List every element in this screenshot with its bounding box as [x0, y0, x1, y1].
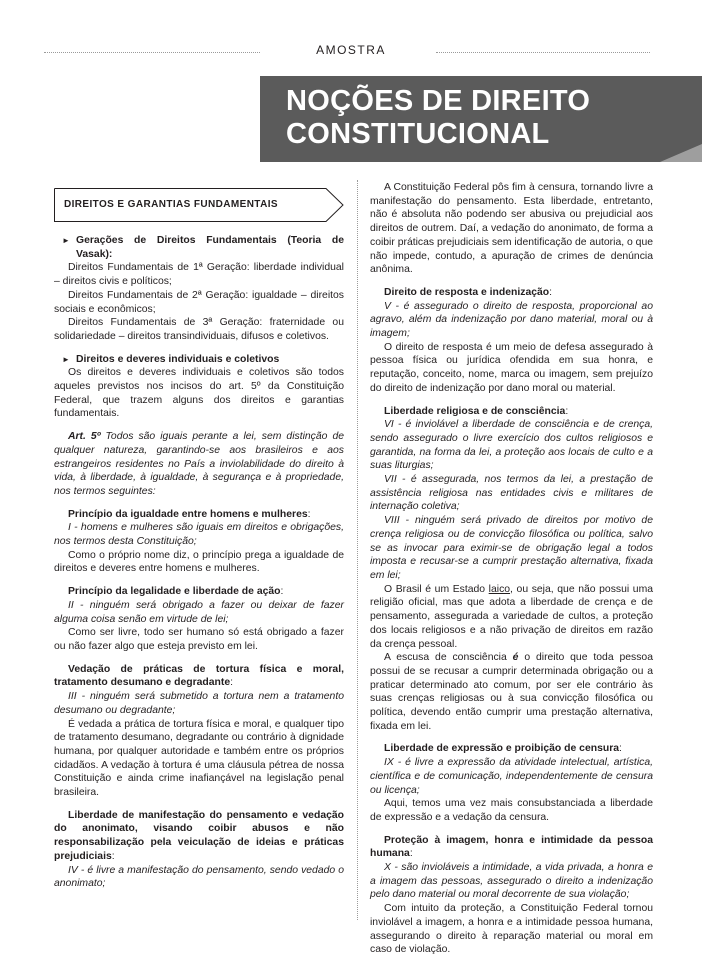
principle-title: Vedação de práticas de tortura física e moral, tratamento desumano e degradante:	[54, 663, 344, 689]
paragraph: É vedada a prática de tortura física e moral, e qualquer tipo de tratamento desumano, degradante ou contrário à dignidade humana, por qualquer autoridade e também entre os próprios cidadãos. A vedação à tortura é uma cláusula pétrea de nossa Constituição e ainda crime inafiançável na legislação penal brasileira.	[54, 718, 344, 799]
law-quote: II - ninguém será obrigado a fazer ou deixar de fazer alguma coisa senão em virtude de lei;	[54, 599, 344, 625]
header-label: AMOSTRA	[316, 43, 386, 57]
principle-title: Direito de resposta e indenização:	[384, 286, 553, 298]
law-quote: III - ninguém será submetido a tortura nem a tratamento desumano ou degradante;	[54, 691, 344, 716]
paragraph: Como o próprio nome diz, o princípio prega a igualdade de direitos e deveres entre homens e mulheres.	[54, 549, 344, 575]
section-heading-box	[54, 188, 342, 222]
principle-title: Proteção à imagem, honra e intimidade da pessoa humana:	[370, 834, 653, 860]
law-quote: I - homens e mulheres são iguais em direitos e obrigações, nos termos desta Constituição;	[54, 522, 344, 548]
law-quote: VI - é inviolável a liberdade de consciência e de crença, sendo assegurado o livre exercício dos cultos religiosos e garantida, na forma da lei, a proteção aos locais de culto e a suas liturgias;	[370, 419, 653, 472]
paragraph: Direitos Fundamentais de 1ª Geração: liberdade individual – direitos civis e políticos;	[54, 262, 344, 288]
right-column	[370, 181, 653, 957]
subsection-title-rights: ► Direitos e deveres individuais e coletivos	[62, 353, 280, 365]
bullet-triangle-icon: ►	[62, 354, 70, 364]
section-heading: DIREITOS E GARANTIAS FUNDAMENTAIS	[64, 199, 278, 210]
paragraph: A Constituição Federal pôs fim à censura, tornando livre a manifestação do pensamento. Esta liberdade, entretanto, não é absoluta não podendo ser abusiva ou prejudicial aos direitos de outrem. Daí, a vedação do anonimato, de forma a coibir práticas prejudiciais sem identificação de autoria, o que não impede, contudo, a apuração de crimes de denúncia anônima.	[370, 182, 654, 276]
paragraph: O Brasil é um Estado laico, ou seja, que não possui uma religião oficial, mas que adota a liberdade de crença e de pensamento, assegurada a variedade de cultos, a proteção dos locais religiosos e a não privação de direitos em razão da crença pessoal.	[370, 583, 654, 650]
principle-title: Princípio da legalidade e liberdade de ação:	[68, 586, 284, 598]
law-quote: VIII - ninguém será privado de direitos por motivo de crença religiosa ou de convicção filosófica ou política, salvo se as invocar para eximir-se de obrigação legal a todos imposta e recusar-se a cumprir prestação alternativa, fixada em lei;	[370, 515, 653, 581]
principle-title: Liberdade de manifestação do pensamento e vedação do anonimato, visando coibir abusos e não responsabilização pela veiculação de ideias e práticas prejudiciais:	[54, 809, 344, 862]
law-quote: X - são invioláveis a intimidade, a vida privada, a honra e a imagem das pessoas, assegurado o direito a indenização pelo dano material ou moral decorrente de sua violação;	[370, 862, 653, 901]
law-quote: IX - é livre a expressão da atividade intelectual, artística, científica e de comunicação, independentemente de censura ou licença;	[370, 757, 653, 796]
title-banner	[260, 76, 702, 162]
paragraph: Aqui, temos uma vez mais consubstanciada a liberdade de expressão e a vedação da censura.	[370, 798, 653, 823]
paragraph: Direitos Fundamentais de 2ª Geração: igualdade – direitos sociais e econômicos;	[54, 289, 344, 315]
paragraph: A escusa de consciência é o direito que toda pessoa possui de se recusar a cumprir determinada obrigação ou a praticar determinado ato comum, por ser ele contrário às suas crenças religiosas ou à sua convicção filosófica ou política, devendo então cumprir uma prestação alternativa, fixada em lei.	[370, 652, 653, 732]
page-title-line1: NOÇÕES DE DIREITO	[286, 85, 591, 117]
paragraph: Direitos Fundamentais de 3ª Geração: fraternidade ou solidariedade – direitos transindividuais, difusos e coletivos.	[54, 317, 344, 342]
left-column	[54, 234, 344, 891]
column-divider	[357, 180, 358, 920]
principle-title: Liberdade religiosa e de consciência:	[384, 405, 569, 417]
page-title	[286, 85, 590, 151]
law-quote: IV - é livre a manifestação do pensamento, sendo vedado o anonimato;	[54, 864, 344, 890]
law-quote: VII - é assegurada, nos termos da lei, a prestação de assistência religiosa nas entidades civis e militares de internação coletiva;	[370, 474, 653, 513]
principle-title: Princípio da igualdade entre homens e mulheres:	[68, 508, 311, 520]
bullet-triangle-icon: ►	[62, 236, 70, 245]
paragraph: Como ser livre, todo ser humano só está obrigado a fazer ou não fazer algo que esteja previsto em lei.	[54, 627, 344, 652]
law-quote: V - é assegurado o direito de resposta, proporcional ao agravo, além da indenização por dano material, moral ou à imagem;	[370, 300, 653, 340]
paragraph: O direito de resposta é um meio de defesa assegurado à pessoa física ou jurídica ofendida em sua honra, e reputação, conceito, nome, marca ou imagem, sem prejuízo do direito de indenização por dano moral ou material.	[370, 341, 653, 394]
principle-title: Liberdade de expressão e proibição de censura:	[384, 743, 622, 755]
art5-quote: Art. 5º Todos são iguais perante a lei, sem distinção de qualquer natureza, garantindo-se aos brasileiros e aos estrangeiros residentes no País a inviolabilidade do direito à vida, à liberdade, à igualdade, à segurança e à propriedade, nos termos seguintes:	[54, 431, 345, 497]
paragraph: Os direitos e deveres individuais e coletivos são todos aqueles previstos nos incisos do art. 5º da Constituição Federal, que trazem alguns dos direitos e garantias fundamentais.	[54, 367, 344, 420]
page-title-line2: CONSTITUCIONAL	[286, 118, 550, 150]
paragraph: Com intuito da proteção, a Constituição Federal tornou inviolável a imagem, a honra e a intimidade pessoa humana, assegurando o direito à reparação material ou moral em caso de violação.	[370, 903, 653, 956]
subsection-title-generations: ► Gerações de Direitos Fundamentais (Teoria de Vasak):	[62, 235, 344, 260]
